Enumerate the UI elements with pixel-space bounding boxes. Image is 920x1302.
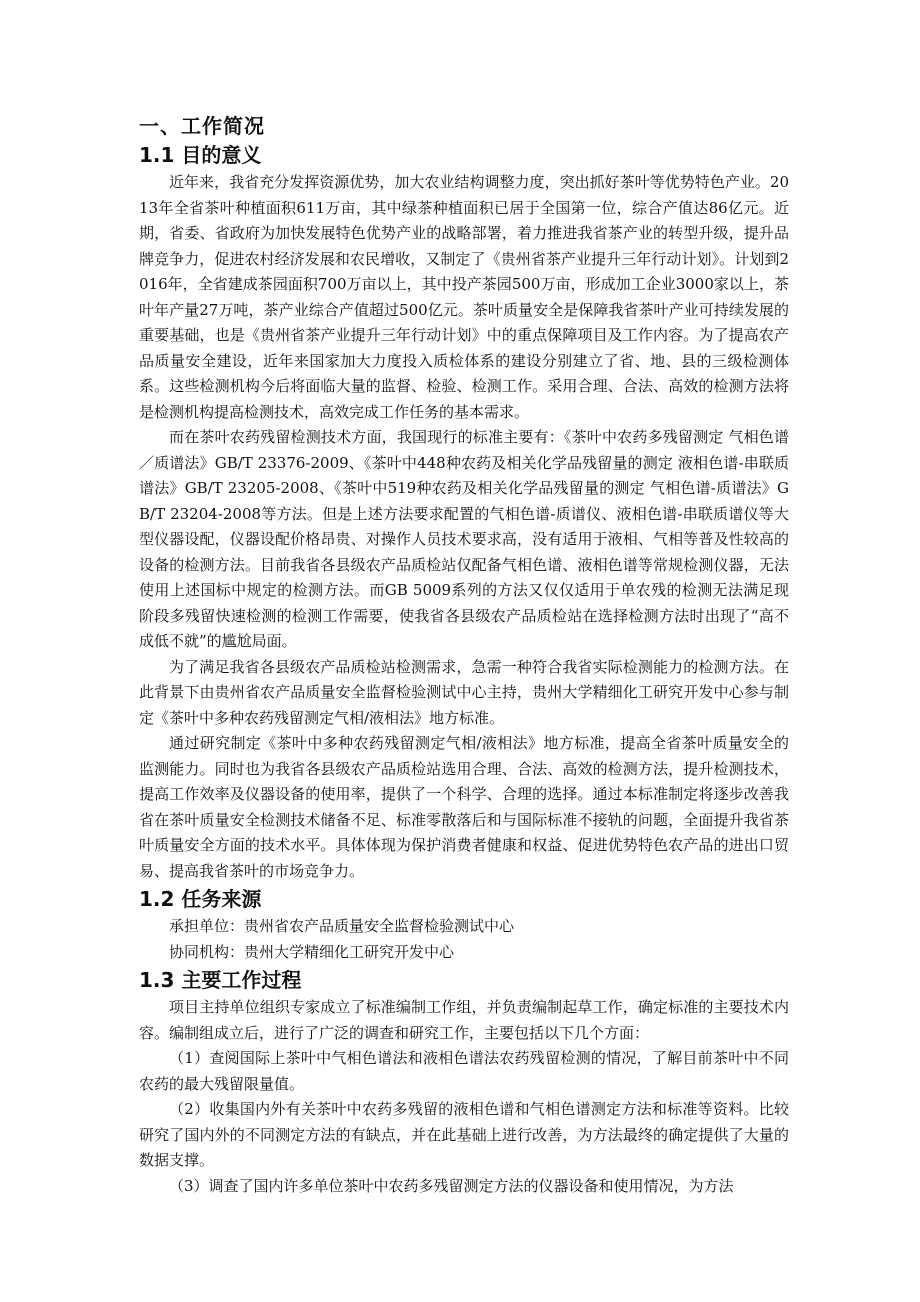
line-cooperating-institution: 协同机构：贵州大学精细化工研究开发中心: [169, 942, 455, 961]
section-heading-task-source: 1.2 任务来源: [139, 887, 262, 911]
document-body: [139, 112, 789, 1199]
paragraph-process-item-2: （2）收集国内外有关茶叶中农药多残留的液相色谱和气相色谱测定方法和标准等资料。比较研究了国内外的不同测定方法的有缺点，并在此基础上进行改善，为方法最终的确定提供了大量的数据支撑。: [139, 1100, 789, 1169]
section-heading-purpose: 1.1 目的意义: [139, 143, 262, 167]
line-undertaking-unit: 承担单位：贵州省农产品质量安全监督检验测试中心: [169, 917, 515, 935]
paragraph-purpose-3: 为了满足我省各县级农产品质检站检测需求，急需一种符合我省实际检测能力的检测方法。在此背景下由贵州省农产品质量安全监督检验测试中心主持，贵州大学精细化工研究开发中心参与制定《茶叶中多种农药残留测定气相/液相法》地方标准。: [139, 657, 789, 727]
paragraph-process-item-1: （1）查阅国际上茶叶中气相色谱法和液相色谱法农药残留检测的情况，了解目前茶叶中不同农药的最大残留限量值。: [139, 1049, 789, 1093]
section-heading-work-process: 1.3 主要工作过程: [139, 968, 302, 992]
paragraph-purpose-1: 近年来，我省充分发挥资源优势，加大农业结构调整力度，突出抓好茶叶等优势特色产业。2013年全省茶叶种植面积611万亩，其中绿茶种植面积已居于全国第一位，综合产值达86亿元。近期，省委、省政府为加快发展特色优势产业的战略部署，着力推进我省茶产业的转型升级，提升品牌竞争力，促进农村经济发展和农民增收，又制定了《贵州省茶产业提升三年行动计划》。计划到2016年，全省建成茶园面积700万亩以上，其中投产茶园500万亩，形成加工企业3000家以上，茶叶年产量27万吨，茶产业综合产值超过500亿元。茶叶质量安全是保障我省茶叶产业可持续发展的重要基础，也是《贵州省茶产业提升三年行动计划》中的重点保障项目及工作内容。为了提高农产品质量安全建设，近年来国家加大力度投入质检体系的建设分别建立了省、地、县的三级检测体系。这些检测机构今后将面临大量的监督、检验、检测工作。采用合理、合法、高效的检测方法将是检测机构提高检测技术，高效完成工作任务的基本需求。: [139, 173, 789, 421]
paragraph-process-intro: 项目主持单位组织专家成立了标准编制工作组，并负责编制起草工作，确定标准的主要技术内容。编制组成立后，进行了广泛的调查和研究工作，主要包括以下几个方面：: [139, 998, 789, 1042]
section-heading-work-overview: 一、工作简况: [139, 114, 265, 138]
paragraph-purpose-4: 通过研究制定《茶叶中多种农药残留测定气相/液相法》地方标准，提高全省茶叶质量安全的监测能力。同时也为我省各县级农产品质检站选用合理、合法、高效的检测方法，提升检测技术，提高工作效率及仪器设备的使用率，提供了一个科学、合理的选择。通过本标准制定将逐步改善我省在茶叶质量安全检测技术储备不足、标准零散落后和与国际标准不接轨的问题，全面提升我省茶叶质量安全方面的技术水平。具体体现为保护消费者健康和权益、促进优势特色农产品的进出口贸易、提高我省茶叶的市场竞争力。: [139, 734, 789, 880]
paragraph-purpose-2: 而在茶叶农药残留检测技术方面，我国现行的标准主要有：《茶叶中农药多残留测定 气相色谱／质谱法》GB/T 23376-2009、《茶叶中448种农药及相关化学品残留量的测定 液相色谱-串联质谱法》GB/T 23205-2008、《茶叶中519种农药及相关化学品残留量的测定 气相色谱-质谱法》GB/T 23204-2008等方法。但是上述方法要求配置的气相色谱-质谱仪、液相色谱-串联质谱仪等大型仪器设配，仪器设配价格昂贵、对操作人员技术要求高，没有适用于液相、气相等普及性较高的设备的检测方法。目前我省各县级农产品质检站仅配备气相色谱、液相色谱等常规检测仪器，无法使用上述国标中规定的检测方法。而GB 5009系列的方法又仅仅适用于单农残的检测无法满足现阶段多残留快速检测的检测工作需要，使我省各县级农产品质检站在选择检测方法时出现了“高不成低不就”的尴尬局面。: [139, 428, 789, 650]
paragraph-process-item-3: （3）调查了国内许多单位茶叶中农药多残留测定方法的仪器设备和使用情况，为方法: [169, 1176, 734, 1195]
